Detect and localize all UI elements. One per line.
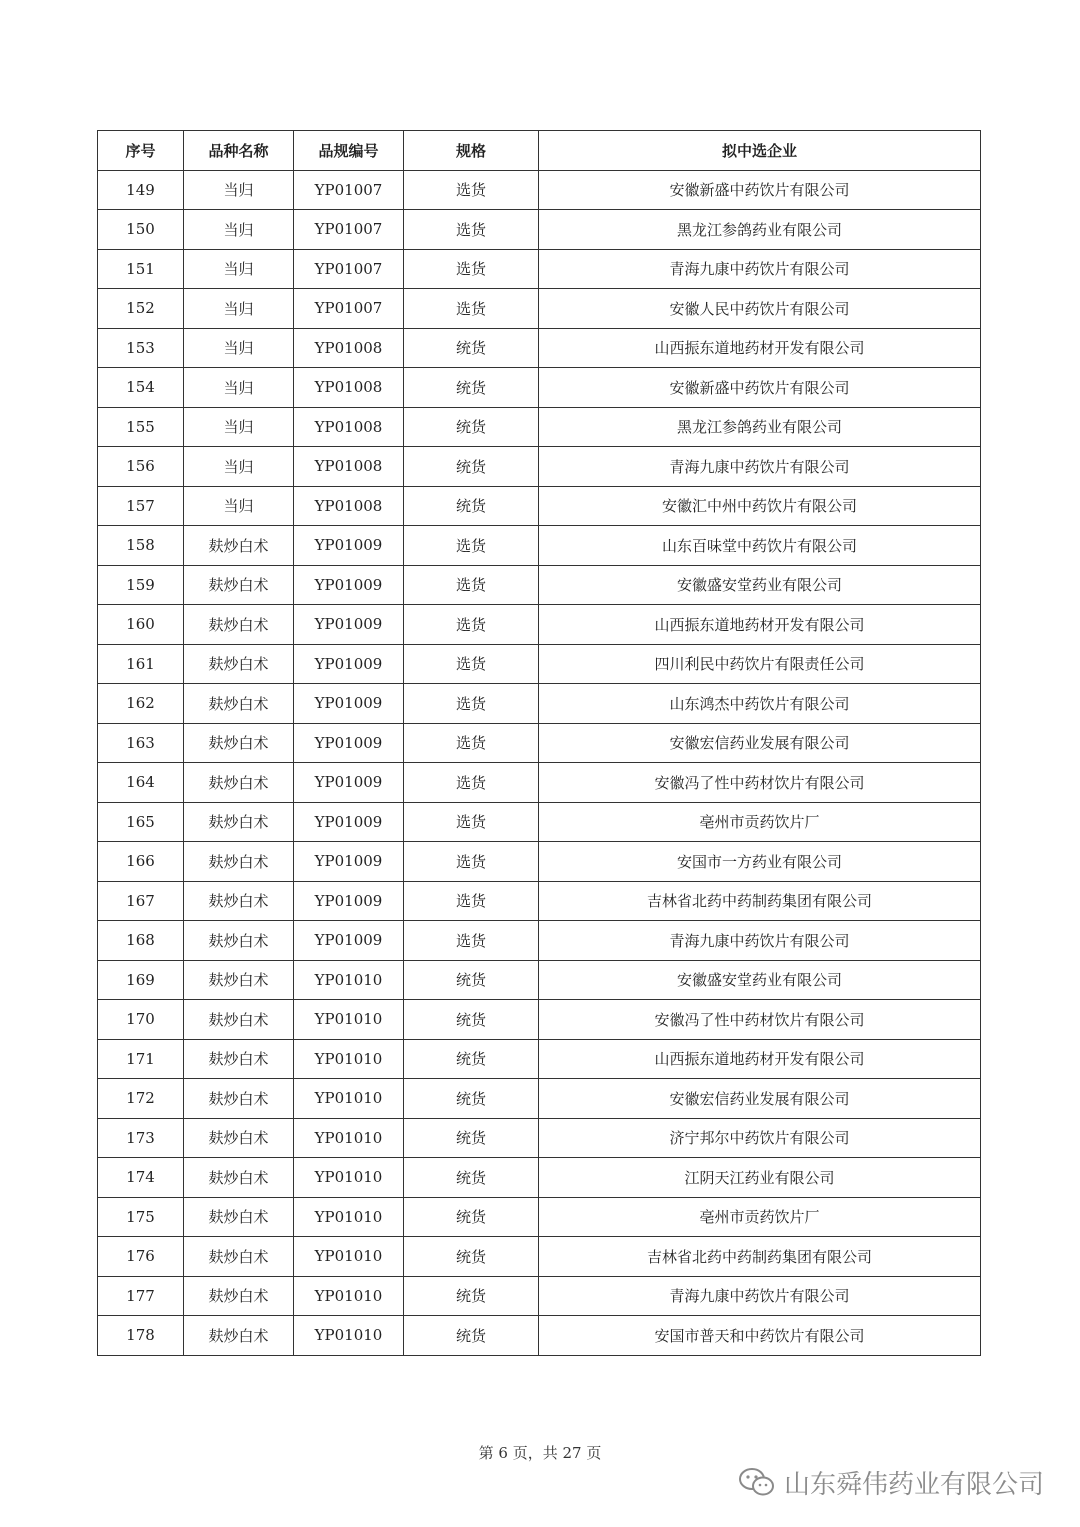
table-row: [98, 1000, 981, 1040]
cell-selected-enterprise: 安徽新盛中药饮片有限公司: [539, 170, 981, 210]
cell-specification: 选货: [404, 723, 539, 763]
cell-specification: 选货: [404, 289, 539, 329]
cell-selected-enterprise: 山西振东道地药材开发有限公司: [539, 605, 981, 645]
cell-serial-no: 170: [98, 1000, 184, 1040]
cell-variety-name: 麸炒白术: [184, 1316, 294, 1356]
cell-serial-no: 151: [98, 249, 184, 289]
cell-spec-code: YP01007: [294, 249, 404, 289]
page-number: 第 6 页，共 27 页: [478, 1444, 602, 1462]
cell-selected-enterprise: 山西振东道地药材开发有限公司: [539, 328, 981, 368]
cell-serial-no: 159: [98, 565, 184, 605]
header-spec-code: 品规编号: [294, 131, 404, 171]
watermark-text: 山东舜伟药业有限公司: [783, 1469, 1044, 1500]
cell-specification: 选货: [404, 842, 539, 882]
cell-variety-name: 当归: [184, 249, 294, 289]
cell-specification: 选货: [404, 170, 539, 210]
header-variety-name: 品种名称: [184, 131, 294, 171]
cell-variety-name: 当归: [184, 486, 294, 526]
cell-serial-no: 176: [98, 1237, 184, 1277]
table-row: [98, 328, 981, 368]
cell-specification: 统货: [404, 1158, 539, 1198]
cell-serial-no: 167: [98, 881, 184, 921]
cell-spec-code: YP01010: [294, 1158, 404, 1198]
cell-serial-no: 173: [98, 1118, 184, 1158]
cell-spec-code: YP01010: [294, 960, 404, 1000]
table-row: [98, 249, 981, 289]
cell-variety-name: 麸炒白术: [184, 1079, 294, 1119]
table-row: [98, 763, 981, 803]
cell-spec-code: YP01010: [294, 1039, 404, 1079]
cell-selected-enterprise: 江阴天江药业有限公司: [539, 1158, 981, 1198]
cell-variety-name: 当归: [184, 407, 294, 447]
cell-variety-name: 麸炒白术: [184, 960, 294, 1000]
table-row: [98, 1079, 981, 1119]
cell-variety-name: 麸炒白术: [184, 1039, 294, 1079]
cell-spec-code: YP01009: [294, 802, 404, 842]
cell-serial-no: 169: [98, 960, 184, 1000]
table-row: [98, 170, 981, 210]
cell-specification: 选货: [404, 921, 539, 961]
table-row: [98, 289, 981, 329]
cell-selected-enterprise: 青海九康中药饮片有限公司: [539, 921, 981, 961]
cell-specification: 选货: [404, 684, 539, 724]
cell-spec-code: YP01008: [294, 447, 404, 487]
cell-specification: 统货: [404, 486, 539, 526]
cell-variety-name: 麸炒白术: [184, 605, 294, 645]
cell-spec-code: YP01009: [294, 723, 404, 763]
cell-serial-no: 178: [98, 1316, 184, 1356]
cell-serial-no: 172: [98, 1079, 184, 1119]
cell-selected-enterprise: 安徽冯了性中药材饮片有限公司: [539, 1000, 981, 1040]
cell-spec-code: YP01010: [294, 1000, 404, 1040]
table-row: [98, 447, 981, 487]
header-specification: 规格: [404, 131, 539, 171]
cell-specification: 统货: [404, 1000, 539, 1040]
cell-serial-no: 164: [98, 763, 184, 803]
cell-spec-code: YP01008: [294, 328, 404, 368]
cell-variety-name: 麸炒白术: [184, 1276, 294, 1316]
cell-specification: 统货: [404, 407, 539, 447]
header-serial-no: 序号: [98, 131, 184, 171]
cell-spec-code: YP01009: [294, 684, 404, 724]
account-watermark: [738, 1462, 1044, 1502]
cell-variety-name: 麸炒白术: [184, 881, 294, 921]
cell-selected-enterprise: 安徽汇中州中药饮片有限公司: [539, 486, 981, 526]
cell-selected-enterprise: 安徽冯了性中药材饮片有限公司: [539, 763, 981, 803]
cell-specification: 选货: [404, 565, 539, 605]
cell-selected-enterprise: 四川利民中药饮片有限责任公司: [539, 644, 981, 684]
cell-serial-no: 162: [98, 684, 184, 724]
cell-serial-no: 156: [98, 447, 184, 487]
cell-selected-enterprise: 安国市普天和中药饮片有限公司: [539, 1316, 981, 1356]
cell-variety-name: 当归: [184, 289, 294, 329]
cell-spec-code: YP01009: [294, 644, 404, 684]
cell-serial-no: 165: [98, 802, 184, 842]
cell-spec-code: YP01008: [294, 407, 404, 447]
cell-variety-name: 当归: [184, 210, 294, 250]
table-row: [98, 1237, 981, 1277]
cell-selected-enterprise: 山西振东道地药材开发有限公司: [539, 1039, 981, 1079]
cell-variety-name: 麸炒白术: [184, 526, 294, 566]
cell-serial-no: 163: [98, 723, 184, 763]
cell-serial-no: 174: [98, 1158, 184, 1198]
cell-variety-name: 麸炒白术: [184, 763, 294, 803]
cell-selected-enterprise: 安徽宏信药业发展有限公司: [539, 723, 981, 763]
header-selected-enterprise: 拟中选企业: [539, 131, 981, 171]
cell-specification: 选货: [404, 249, 539, 289]
cell-selected-enterprise: 青海九康中药饮片有限公司: [539, 1276, 981, 1316]
cell-serial-no: 166: [98, 842, 184, 882]
table-row: [98, 723, 981, 763]
table-row: [98, 368, 981, 408]
cell-variety-name: 当归: [184, 368, 294, 408]
cell-selected-enterprise: 黑龙江参鸽药业有限公司: [539, 210, 981, 250]
cell-selected-enterprise: 山东鸿杰中药饮片有限公司: [539, 684, 981, 724]
cell-variety-name: 当归: [184, 170, 294, 210]
table-row: [98, 210, 981, 250]
cell-selected-enterprise: 青海九康中药饮片有限公司: [539, 249, 981, 289]
cell-serial-no: 157: [98, 486, 184, 526]
cell-serial-no: 152: [98, 289, 184, 329]
cell-variety-name: 当归: [184, 447, 294, 487]
cell-serial-no: 158: [98, 526, 184, 566]
cell-specification: 选货: [404, 605, 539, 645]
table-row: [98, 1316, 981, 1356]
cell-specification: 统货: [404, 960, 539, 1000]
cell-spec-code: YP01009: [294, 881, 404, 921]
cell-specification: 选货: [404, 644, 539, 684]
cell-specification: 选货: [404, 210, 539, 250]
table-row: [98, 565, 981, 605]
selection-table: [97, 130, 981, 1356]
cell-serial-no: 153: [98, 328, 184, 368]
cell-selected-enterprise: 安徽盛安堂药业有限公司: [539, 565, 981, 605]
cell-selected-enterprise: 安徽人民中药饮片有限公司: [539, 289, 981, 329]
cell-serial-no: 150: [98, 210, 184, 250]
table-body: [98, 170, 981, 1355]
cell-specification: 选货: [404, 802, 539, 842]
cell-specification: 统货: [404, 328, 539, 368]
table-row: [98, 1118, 981, 1158]
wechat-icon: [738, 1466, 776, 1498]
cell-specification: 统货: [404, 1197, 539, 1237]
cell-variety-name: 麸炒白术: [184, 802, 294, 842]
cell-spec-code: YP01010: [294, 1197, 404, 1237]
cell-selected-enterprise: 吉林省北药中药制药集团有限公司: [539, 881, 981, 921]
table-row: [98, 802, 981, 842]
cell-variety-name: 麸炒白术: [184, 644, 294, 684]
table-row: [98, 407, 981, 447]
cell-selected-enterprise: 亳州市贡药饮片厂: [539, 802, 981, 842]
cell-serial-no: 171: [98, 1039, 184, 1079]
cell-spec-code: YP01010: [294, 1316, 404, 1356]
cell-specification: 选货: [404, 881, 539, 921]
cell-specification: 统货: [404, 1079, 539, 1119]
cell-spec-code: YP01009: [294, 565, 404, 605]
cell-variety-name: 麸炒白术: [184, 1197, 294, 1237]
cell-specification: 统货: [404, 1039, 539, 1079]
cell-selected-enterprise: 黑龙江参鸽药业有限公司: [539, 407, 981, 447]
cell-variety-name: 麸炒白术: [184, 723, 294, 763]
table-row: [98, 605, 981, 645]
table-header-row: [98, 131, 981, 171]
cell-spec-code: YP01009: [294, 526, 404, 566]
cell-spec-code: YP01009: [294, 842, 404, 882]
table-row: [98, 1276, 981, 1316]
table-row: [98, 644, 981, 684]
cell-specification: 统货: [404, 1118, 539, 1158]
table-row: [98, 921, 981, 961]
cell-variety-name: 麸炒白术: [184, 921, 294, 961]
table-row: [98, 486, 981, 526]
table-row: [98, 684, 981, 724]
cell-selected-enterprise: 安徽宏信药业发展有限公司: [539, 1079, 981, 1119]
cell-variety-name: 麸炒白术: [184, 1158, 294, 1198]
cell-selected-enterprise: 吉林省北药中药制药集团有限公司: [539, 1237, 981, 1277]
cell-selected-enterprise: 安国市一方药业有限公司: [539, 842, 981, 882]
cell-variety-name: 麸炒白术: [184, 842, 294, 882]
cell-spec-code: YP01009: [294, 605, 404, 645]
cell-spec-code: YP01010: [294, 1276, 404, 1316]
cell-serial-no: 175: [98, 1197, 184, 1237]
cell-spec-code: YP01009: [294, 763, 404, 803]
cell-serial-no: 168: [98, 921, 184, 961]
cell-spec-code: YP01007: [294, 170, 404, 210]
cell-specification: 统货: [404, 1276, 539, 1316]
table-row: [98, 526, 981, 566]
cell-spec-code: YP01010: [294, 1079, 404, 1119]
cell-selected-enterprise: 安徽盛安堂药业有限公司: [539, 960, 981, 1000]
cell-spec-code: YP01007: [294, 210, 404, 250]
cell-selected-enterprise: 安徽新盛中药饮片有限公司: [539, 368, 981, 408]
cell-variety-name: 麸炒白术: [184, 1237, 294, 1277]
cell-selected-enterprise: 济宁邦尔中药饮片有限公司: [539, 1118, 981, 1158]
cell-specification: 选货: [404, 526, 539, 566]
cell-variety-name: 麸炒白术: [184, 565, 294, 605]
cell-serial-no: 149: [98, 170, 184, 210]
table-row: [98, 1197, 981, 1237]
cell-specification: 统货: [404, 1237, 539, 1277]
cell-variety-name: 麸炒白术: [184, 684, 294, 724]
cell-variety-name: 当归: [184, 328, 294, 368]
cell-selected-enterprise: 青海九康中药饮片有限公司: [539, 447, 981, 487]
cell-spec-code: YP01008: [294, 486, 404, 526]
cell-spec-code: YP01010: [294, 1118, 404, 1158]
cell-serial-no: 155: [98, 407, 184, 447]
cell-spec-code: YP01010: [294, 1237, 404, 1277]
cell-specification: 选货: [404, 763, 539, 803]
cell-spec-code: YP01009: [294, 921, 404, 961]
cell-variety-name: 麸炒白术: [184, 1000, 294, 1040]
table-row: [98, 960, 981, 1000]
cell-specification: 统货: [404, 368, 539, 408]
cell-spec-code: YP01007: [294, 289, 404, 329]
cell-serial-no: 160: [98, 605, 184, 645]
table-row: [98, 1158, 981, 1198]
cell-serial-no: 161: [98, 644, 184, 684]
cell-variety-name: 麸炒白术: [184, 1118, 294, 1158]
cell-spec-code: YP01008: [294, 368, 404, 408]
cell-serial-no: 177: [98, 1276, 184, 1316]
cell-specification: 统货: [404, 447, 539, 487]
cell-selected-enterprise: 山东百味堂中药饮片有限公司: [539, 526, 981, 566]
cell-serial-no: 154: [98, 368, 184, 408]
table-row: [98, 1039, 981, 1079]
table-row: [98, 842, 981, 882]
table-row: [98, 881, 981, 921]
cell-selected-enterprise: 亳州市贡药饮片厂: [539, 1197, 981, 1237]
cell-specification: 统货: [404, 1316, 539, 1356]
